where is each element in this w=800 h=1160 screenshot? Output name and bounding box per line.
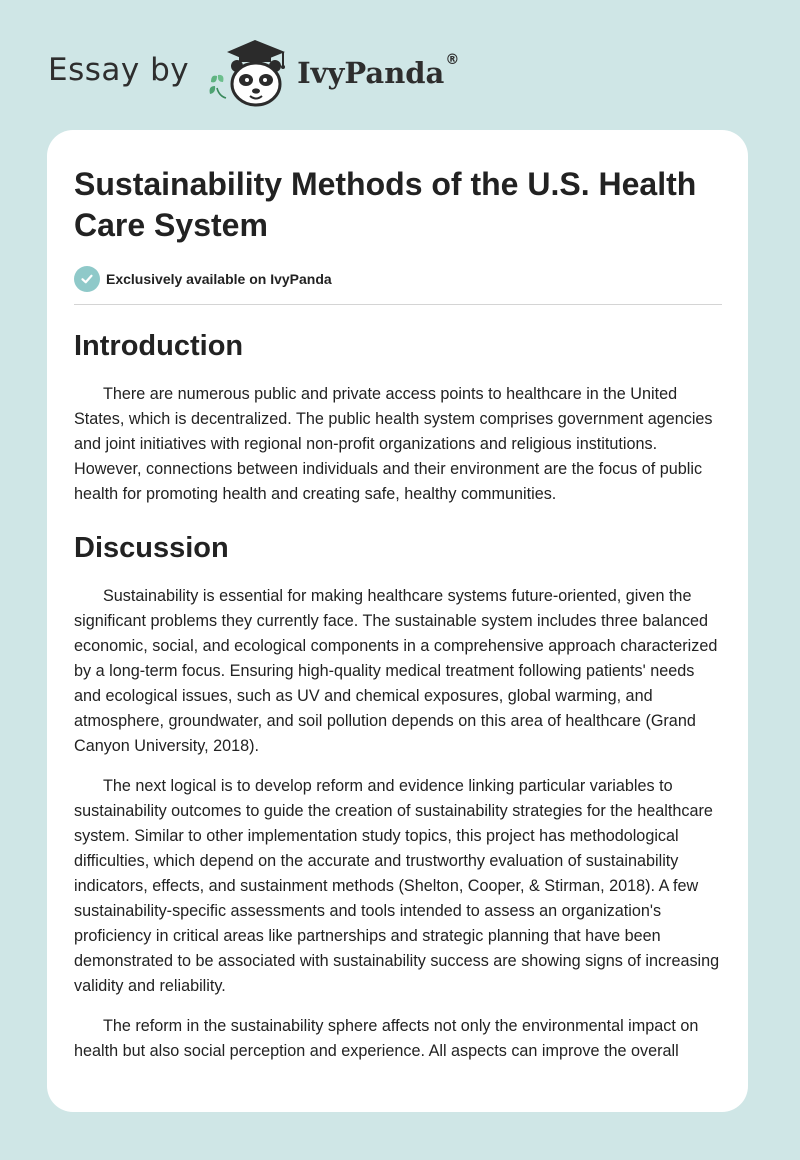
panda-logo-icon[interactable]: [203, 36, 295, 108]
paragraph: The next logical is to develop reform and evidence linking particular variables to sustainability outcomes to guide the creation of sustainability strategies for the healthcare system. Similar to other implementation study topics, this project has methodological difficulties, which depend on the accurate and trustworthy evaluation of sustainability indicators, effects, and sustainment methods (Shelton, Cooper, & Stirman, 2018). A few sustainability-specific assessments and tools intended to assess an organization's proficiency in critical areas like partnerships and strategic planning that have been demonstrated to be associated with sustainability success are showing signs of increasing validity and reliability.: [74, 777, 720, 995]
registered-mark: ®: [445, 52, 460, 68]
essay-by-label: Essay by: [48, 52, 190, 88]
check-circle-icon: [74, 266, 100, 292]
brand-name[interactable]: [297, 52, 460, 90]
section-heading-introduction: Introduction: [74, 330, 244, 362]
page-title: Sustainability Methods of the U.S. Health Care System: [74, 166, 697, 243]
paragraph: There are numerous public and private access points to healthcare in the United States, which is decentralized. The public health system comprises government agencies and joint initiatives with regional non-profit organizations and religious institutions. However, connections between individuals and their environment are the focus of public health for promoting health and creating safe, healthy communities.: [74, 385, 713, 503]
site-header: [48, 36, 459, 108]
exclusive-badge: [74, 266, 722, 292]
article-card: [47, 130, 748, 1112]
paragraph: The reform in the sustainability sphere affects not only the environmental impact on health but also social perception and experience. All aspects can improve the overall: [74, 1017, 699, 1060]
brand-text: IvyPanda: [297, 56, 445, 90]
badge-label: Exclusively available on IvyPanda: [106, 271, 332, 287]
paragraph: Sustainability is essential for making healthcare systems future-oriented, given the significant problems they currently face. The sustainable system includes three balanced economic, social, and ecological components in a comprehensive approach characterized by a long-term focus. Ensuring high-quality medical treatment following patients' needs and ecological issues, such as UV and chemical exposures, global warming, and atmosphere, groundwater, and soil pollution depends on this area of healthcare (Grand Canyon University, 2018).: [74, 587, 718, 755]
divider: [74, 304, 722, 305]
section-heading-discussion: Discussion: [74, 532, 229, 564]
ivy-leaf-icon: [210, 75, 226, 98]
